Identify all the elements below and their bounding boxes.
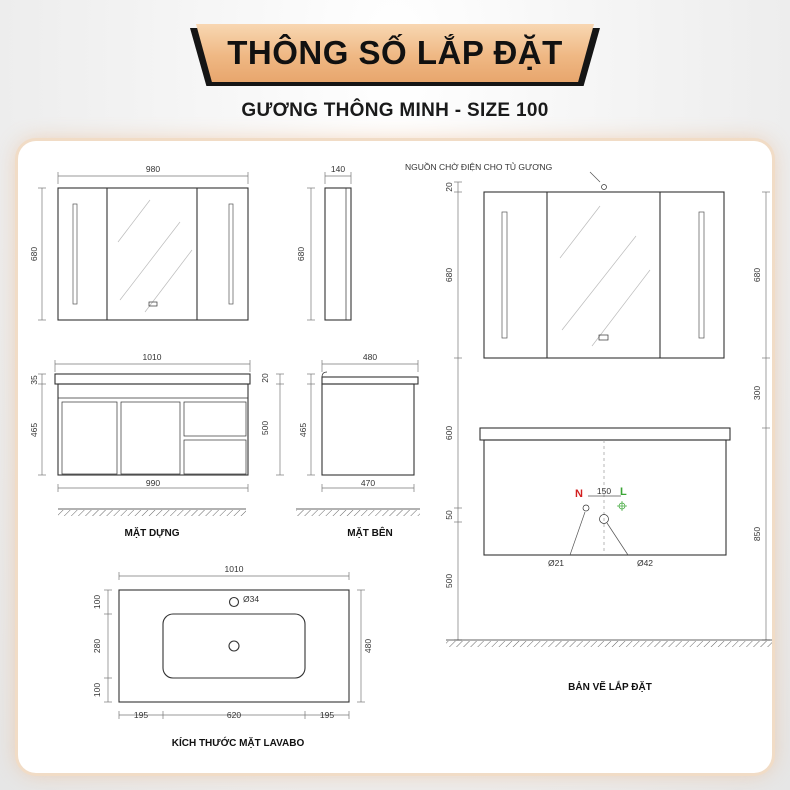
lavabo-depth: 480 [363, 638, 373, 654]
front-cabinet-label: MẶT DỰNG [124, 528, 180, 539]
front-mirror-view [38, 172, 248, 320]
lavabo-dim-100-top: 100 [92, 594, 102, 610]
side-mirror-view [307, 172, 351, 320]
side-floor-hatch [296, 510, 420, 516]
side-mirror-height: 680 [296, 246, 306, 262]
side-cabinet-body-height-left: 465 [298, 422, 308, 438]
lavabo-top-view [104, 572, 365, 719]
install-left-600: 600 [444, 425, 454, 441]
side-cabinet-top-depth: 480 [362, 352, 378, 362]
lavabo-dim-100-bottom: 100 [92, 682, 102, 698]
front-mirror-width: 980 [145, 164, 161, 174]
live-label: L [620, 486, 627, 498]
neutral-label: N [575, 488, 583, 500]
side-cabinet-bottom-depth: 470 [360, 478, 376, 488]
side-mirror-depth: 140 [330, 164, 346, 174]
install-floor-hatch [446, 641, 772, 647]
installation-view [446, 172, 772, 640]
install-left-20: 20 [444, 182, 454, 192]
side-cabinet-top-thick: 20 [260, 373, 270, 383]
install-right-680: 680 [752, 267, 762, 283]
install-left-680: 680 [444, 267, 454, 283]
outlet-gap: 150 [596, 486, 612, 496]
front-cabinet-body-height: 465 [29, 422, 39, 438]
lavabo-dim-280: 280 [92, 638, 102, 654]
lavabo-width: 1010 [224, 564, 244, 574]
lavabo-width-195-right: 195 [319, 710, 335, 720]
front-floor-hatch [58, 510, 246, 516]
side-cabinet-label: MẶT BÊN [347, 528, 393, 539]
front-cabinet-view [38, 360, 250, 509]
front-cabinet-top-width: 1010 [142, 352, 162, 362]
lavabo-label: KÍCH THƯỚC MẶT LAVABO [171, 738, 305, 749]
lavabo-width-195-left: 195 [133, 710, 149, 720]
install-right-850: 850 [752, 526, 762, 542]
power-note: NGUỒN CHỜ ĐIỆN CHO TỦ GƯƠNG [405, 162, 553, 172]
front-cabinet-bottom-width: 990 [145, 478, 161, 488]
front-mirror-height: 680 [29, 246, 39, 262]
install-label: BẢN VẼ LẮP ĐẶT [568, 682, 652, 693]
lavabo-width-620: 620 [226, 710, 242, 720]
lavabo-faucet-hole: Ø34 [243, 594, 260, 604]
install-right-300: 300 [752, 385, 762, 401]
pipe-large: Ø42 [636, 558, 654, 568]
front-cabinet-top-thick: 35 [29, 375, 39, 385]
install-left-50: 50 [444, 510, 454, 520]
page-subtitle: GƯƠNG THÔNG MINH - SIZE 100 [241, 100, 549, 121]
pipe-small: Ø21 [547, 558, 565, 568]
install-left-500: 500 [444, 573, 454, 589]
page-title: THÔNG SỐ LẮP ĐẶT [227, 34, 563, 71]
side-cabinet-body-height-right: 500 [260, 420, 270, 436]
